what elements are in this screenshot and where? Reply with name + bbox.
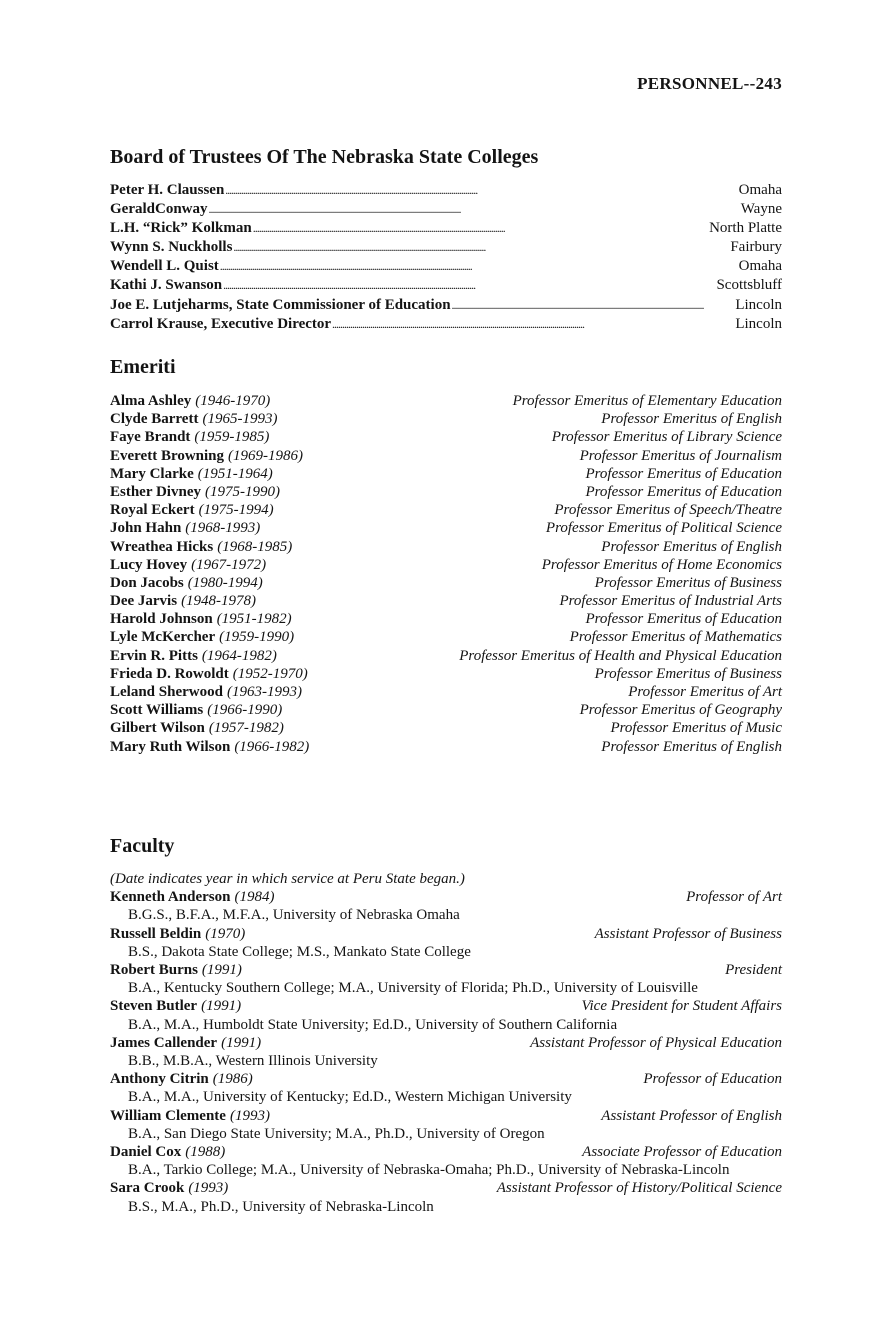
emeritus-title: Professor Emeritus of Education <box>585 483 782 500</box>
emeritus-entry <box>110 447 782 465</box>
faculty-degrees: B.A., Tarkio College; M.A., University of Nebraska-Omaha; Ph.D., University of Nebraska-Lincoln <box>128 1162 730 1179</box>
faculty-degrees: B.A., M.A., Humboldt State University; Ed.D., University of Southern California <box>128 1016 618 1033</box>
emeritus-years: (1948-1978) <box>181 593 257 610</box>
faculty-name: William Clemente <box>110 1107 226 1124</box>
board-member <box>110 296 782 315</box>
emeritus-years: (1959-1985) <box>194 429 270 446</box>
faculty-year: (1986) <box>212 1071 253 1088</box>
emeritus-entry <box>110 719 782 737</box>
emeritus-title: Professor Emeritus of English <box>601 411 782 428</box>
emeritus-entry <box>110 428 782 446</box>
board-member <box>110 257 782 276</box>
faculty-name: Sara Crook <box>110 1180 185 1197</box>
emeritus-title: Professor Emeritus of Mathematics <box>569 629 782 646</box>
board-member-place: Lincoln <box>735 296 782 313</box>
emeritus-name: Leland Sherwood <box>110 684 223 700</box>
emeritus-name: Alma Ashley <box>110 393 192 409</box>
emeritus-title: Professor Emeritus of Business <box>594 574 782 591</box>
faculty-year: (1991) <box>201 998 242 1015</box>
emeritus-title: Professor Emeritus of Elementary Education <box>512 393 782 409</box>
emeritus-name: Harold Johnson <box>110 611 213 628</box>
emeritus-entry <box>110 701 782 719</box>
emeritus-title: Professor Emeritus of Political Science <box>545 520 782 537</box>
emeritus-years: (1959-1990) <box>219 629 295 646</box>
board-section-title: Board of Trustees Of The Nebraska State Colleges <box>110 146 539 168</box>
faculty-name: Steven Butler <box>110 998 198 1015</box>
emeritus-years: (1951-1982) <box>216 611 292 628</box>
emeritus-years: (1966-1982) <box>234 738 310 755</box>
emeritus-name: Scott Williams <box>110 702 204 719</box>
emeritus-title: Professor Emeritus of Home Economics <box>541 556 782 573</box>
faculty-name: Robert Burns <box>110 962 198 979</box>
board-member-place: North Platte <box>709 220 782 237</box>
emeritus-entry <box>110 483 782 501</box>
emeritus-entry <box>110 610 782 628</box>
faculty-degrees: B.A., M.A., University of Kentucky; Ed.D., Western Michigan University <box>128 1089 572 1106</box>
emeritus-title: Professor Emeritus of Education <box>585 465 782 482</box>
emeritus-years: (1975-1990) <box>204 483 280 500</box>
emeritus-years: (1951-1964) <box>197 465 273 482</box>
emeritus-entry <box>110 647 782 665</box>
emeritus-name: Mary Clarke <box>110 465 194 482</box>
emeritus-name: Gilbert Wilson <box>110 720 205 737</box>
dot-leader <box>209 200 740 219</box>
emeritus-years: (1967-1972) <box>191 556 267 573</box>
board-member-place: Omaha <box>738 258 782 275</box>
emeritus-title: Professor Emeritus of Journalism <box>579 447 782 464</box>
emeritus-entry <box>110 738 782 756</box>
emeritus-entry <box>110 538 782 556</box>
emeritus-title: Professor Emeritus of Art <box>628 684 782 700</box>
dot-leader <box>332 315 734 334</box>
emeritus-entry <box>110 501 782 519</box>
board-member <box>110 238 782 257</box>
emeritus-title: Professor Emeritus of English <box>601 538 782 555</box>
faculty-position: Associate Professor of Education <box>582 1144 782 1161</box>
emeritus-years: (1946-1970) <box>195 393 271 409</box>
emeritus-entry <box>110 519 782 537</box>
board-member-place: Fairbury <box>730 239 782 256</box>
emeritus-name: Ervin R. Pitts <box>110 647 198 664</box>
emeritus-years: (1980-1994) <box>187 574 263 591</box>
emeritus-title: Professor Emeritus of Health and Physical Education <box>459 647 782 664</box>
board-member-name: Wynn S. Nuckholls <box>110 239 233 256</box>
emeritus-entry <box>110 628 782 646</box>
faculty-year: (1993) <box>188 1180 229 1197</box>
faculty-name: Russell Beldin <box>110 925 202 942</box>
faculty-position: Assistant Professor of History/Political Science <box>496 1180 782 1197</box>
board-member-name: Carrol Krause, Executive Director <box>110 315 332 332</box>
faculty-position: Vice President for Student Affairs <box>581 998 782 1015</box>
emeritus-name: John Hahn <box>110 520 182 537</box>
faculty-entry <box>110 961 782 997</box>
emeritus-entry <box>110 410 782 428</box>
board-member-name: L.H. “Rick” Kolkman <box>110 220 252 237</box>
emeritus-years: (1965-1993) <box>202 411 278 428</box>
emeritus-entry <box>110 556 782 574</box>
faculty-name: Anthony Citrin <box>110 1071 209 1088</box>
faculty-position: Assistant Professor of English <box>601 1107 782 1124</box>
emeritus-title: Professor Emeritus of Geography <box>579 702 782 719</box>
emeritus-title: Professor Emeritus of Library Science <box>551 429 782 446</box>
board-member-name: GeraldConway <box>110 201 208 218</box>
emeritus-name: Clyde Barrett <box>110 411 199 428</box>
faculty-entry <box>110 925 782 961</box>
faculty-degrees: B.S., Dakota State College; M.S., Mankato State College <box>128 943 471 960</box>
faculty-entry <box>110 888 782 924</box>
faculty-degrees: B.B., M.B.A., Western Illinois University <box>128 1053 378 1070</box>
emeriti-section-title: Emeriti <box>110 356 176 378</box>
emeritus-years: (1968-1993) <box>185 520 261 537</box>
faculty-year: (1993) <box>229 1107 270 1124</box>
emeritus-years: (1952-1970) <box>232 665 308 682</box>
emeritus-name: Wreathea Hicks <box>110 538 214 555</box>
board-member-place: Wayne <box>740 201 782 218</box>
emeritus-entry <box>110 392 782 410</box>
emeriti-list <box>110 392 782 756</box>
emeritus-years: (1975-1994) <box>198 502 274 519</box>
faculty-position: Professor of Education <box>643 1071 782 1088</box>
emeritus-entry <box>110 592 782 610</box>
faculty-entry <box>110 1143 782 1179</box>
faculty-section-title: Faculty <box>110 835 175 857</box>
faculty-position: Assistant Professor of Physical Education <box>530 1034 782 1051</box>
emeritus-title: Professor Emeritus of Industrial Arts <box>559 593 782 610</box>
dot-leader <box>220 257 738 276</box>
faculty-year: (1991) <box>221 1034 262 1051</box>
emeritus-name: Faye Brandt <box>110 429 191 446</box>
faculty-position: President <box>725 962 782 979</box>
board-member-place: Omaha <box>738 182 782 198</box>
emeritus-title: Professor Emeritus of Education <box>585 611 782 628</box>
dot-leader <box>253 219 708 238</box>
faculty-entry <box>110 997 782 1033</box>
board-member-name: Kathi J. Swanson <box>110 277 223 294</box>
emeritus-title: Professor Emeritus of Speech/Theatre <box>554 502 782 519</box>
emeritus-years: (1966-1990) <box>207 702 283 719</box>
board-member-list <box>110 181 782 334</box>
board-member-name: Peter H. Claussen <box>110 182 225 198</box>
emeritus-years: (1963-1993) <box>226 684 302 700</box>
dot-leader <box>233 238 729 257</box>
faculty-position: Assistant Professor of Business <box>594 925 782 942</box>
board-member-name: Joe E. Lutjeharms, State Commissioner of Education <box>110 296 451 313</box>
emeritus-entry <box>110 574 782 592</box>
emeritus-title: Professor Emeritus of Business <box>594 665 782 682</box>
board-member <box>110 219 782 238</box>
faculty-name: James Callender <box>110 1034 218 1051</box>
faculty-entry <box>110 1107 782 1143</box>
emeritus-name: Don Jacobs <box>110 574 184 591</box>
emeritus-entry <box>110 683 782 701</box>
faculty-year: (1970) <box>205 925 246 942</box>
faculty-entry <box>110 1179 782 1215</box>
faculty-year: (1991) <box>201 962 242 979</box>
board-member-place: Lincoln <box>735 315 782 332</box>
dot-leader <box>225 181 737 200</box>
page-header: PERSONNEL--243 <box>637 74 782 93</box>
dot-leader <box>452 296 735 315</box>
faculty-list <box>110 870 782 1216</box>
emeritus-name: Mary Ruth Wilson <box>110 738 231 755</box>
emeritus-name: Everett Browning <box>110 447 225 464</box>
emeritus-years: (1964-1982) <box>201 647 277 664</box>
emeritus-years: (1957-1982) <box>208 720 284 737</box>
faculty-degrees: B.S., M.A., Ph.D., University of Nebraska-Lincoln <box>128 1198 434 1215</box>
emeritus-name: Lucy Hovey <box>110 556 188 573</box>
emeritus-title: Professor Emeritus of English <box>601 738 782 755</box>
board-member <box>110 181 782 200</box>
emeritus-name: Royal Eckert <box>110 502 195 519</box>
faculty-degrees: B.G.S., B.F.A., M.F.A., University of Nebraska Omaha <box>128 907 460 924</box>
board-member-name: Wendell L. Quist <box>110 258 219 275</box>
faculty-entry <box>110 1070 782 1106</box>
faculty-position: Professor of Art <box>686 889 782 906</box>
dot-leader <box>223 276 715 295</box>
emeritus-years: (1969-1986) <box>228 447 304 464</box>
board-member-place: Scottsbluff <box>716 277 782 294</box>
emeritus-entry <box>110 665 782 683</box>
emeritus-name: Esther Divney <box>110 483 201 500</box>
emeritus-title: Professor Emeritus of Music <box>610 720 782 737</box>
board-member <box>110 200 782 219</box>
faculty-note: (Date indicates year in which service at Peru State began.) <box>110 871 465 887</box>
faculty-degrees: B.A., Kentucky Southern College; M.A., University of Florida; Ph.D., University of Louisville <box>128 980 698 997</box>
emeritus-name: Lyle McKercher <box>110 629 216 646</box>
faculty-year: (1988) <box>185 1144 226 1161</box>
board-member <box>110 276 782 295</box>
emeritus-name: Dee Jarvis <box>110 593 178 610</box>
faculty-degrees: B.A., San Diego State University; M.A., Ph.D., University of Oregon <box>128 1125 545 1142</box>
emeritus-entry <box>110 465 782 483</box>
board-member <box>110 315 782 334</box>
faculty-year: (1984) <box>234 889 275 906</box>
faculty-name: Daniel Cox <box>110 1144 182 1161</box>
emeritus-name: Frieda D. Rowoldt <box>110 665 229 682</box>
emeritus-years: (1968-1985) <box>217 538 293 555</box>
faculty-entry <box>110 1034 782 1070</box>
faculty-name: Kenneth Anderson <box>110 889 231 906</box>
